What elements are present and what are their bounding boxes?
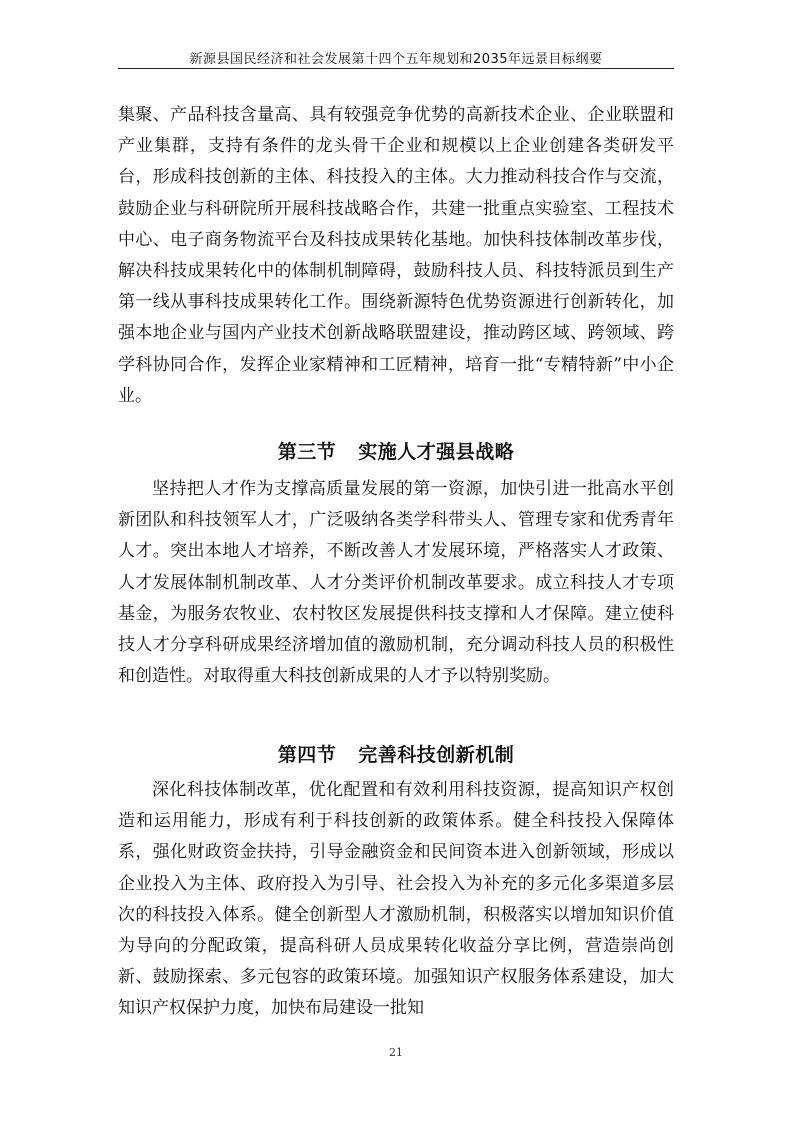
section-number: 第四节 bbox=[277, 744, 337, 766]
paragraph-continuation: 集聚、产品科技含量高、具有较强竞争优势的高新技术企业、企业联盟和产业集群，支持有条件的龙头骨干企业和规模以上企业创建各类研发平台，形成科技创新的主体、科技投入的主体。大力推动科技合作与交流，鼓励企业与科研院所开展科技战略合作，共建一批重点实验室、工程技术中心、电子商务物流平台及科技成果转化基地。加快科技体制改革步伐，解决科技成果转化中的体制机制障碍，鼓励科技人员、科技特派员到生产第一线从事科技成果转化工作。围绕新源特色优势资源进行创新转化，加强本地企业与国内产业技术创新战略联盟建设，推动跨区域、跨领域、跨学科协同合作，发挥企业家精神和工匠精神，培育一批“专精特新”中小企业。 bbox=[118, 105, 674, 406]
section-title: 实施人才强县战略 bbox=[358, 441, 515, 463]
paragraph-section3: 坚持把人才作为支撑高质量发展的第一资源，加快引进一批高水平创新团队和科技领军人才，广泛吸纳各类学科带头人、管理专家和优秀青年人才。突出本地人才培养，不断改善人才发展环境，严格落实人才政策、人才发展体制机制改革、人才分类评价机制改革要求。成立科技人才专项基金，为服务农牧业、农村牧区发展提供科技支撑和人才保障。建立使科技人才分享科研成果经济增加值的激励机制，充分调动科技人员的积极性和创造性。对取得重大科技创新成果的人才予以特别奖励。 bbox=[118, 479, 674, 687]
paragraph-section4: 深化科技体制改革，优化配置和有效利用科技资源，提高知识产权创造和运用能力，形成有利于科技创新的政策体系。健全科技投入保障体系，强化财政资金扶持，引导金融资金和民间资本进入创新领域，形成以企业投入为主体、政府投入为引导、社会投入为补充的多元化多渠道多层次的科技投入体系。健全创新型人才激励机制，积极落实以增加知识价值为导向的分配政策，提高科研人员成果转化收益分享比例，营造崇尚创新、鼓励探索、多元包容的政策环境。加强知识产权服务体系建设，加大知识产权保护力度，加快布局建设一批知 bbox=[118, 780, 674, 1019]
section-heading-4 bbox=[118, 740, 674, 767]
running-header: 新源县国民经济和社会发展第十四个五年规划和2035年远景目标纲要 bbox=[189, 52, 603, 67]
section-number: 第三节 bbox=[277, 441, 337, 463]
header-divider bbox=[118, 68, 674, 69]
section-heading-3 bbox=[118, 437, 674, 464]
section-title: 完善科技创新机制 bbox=[358, 744, 515, 766]
page-number: 21 bbox=[389, 1046, 403, 1059]
